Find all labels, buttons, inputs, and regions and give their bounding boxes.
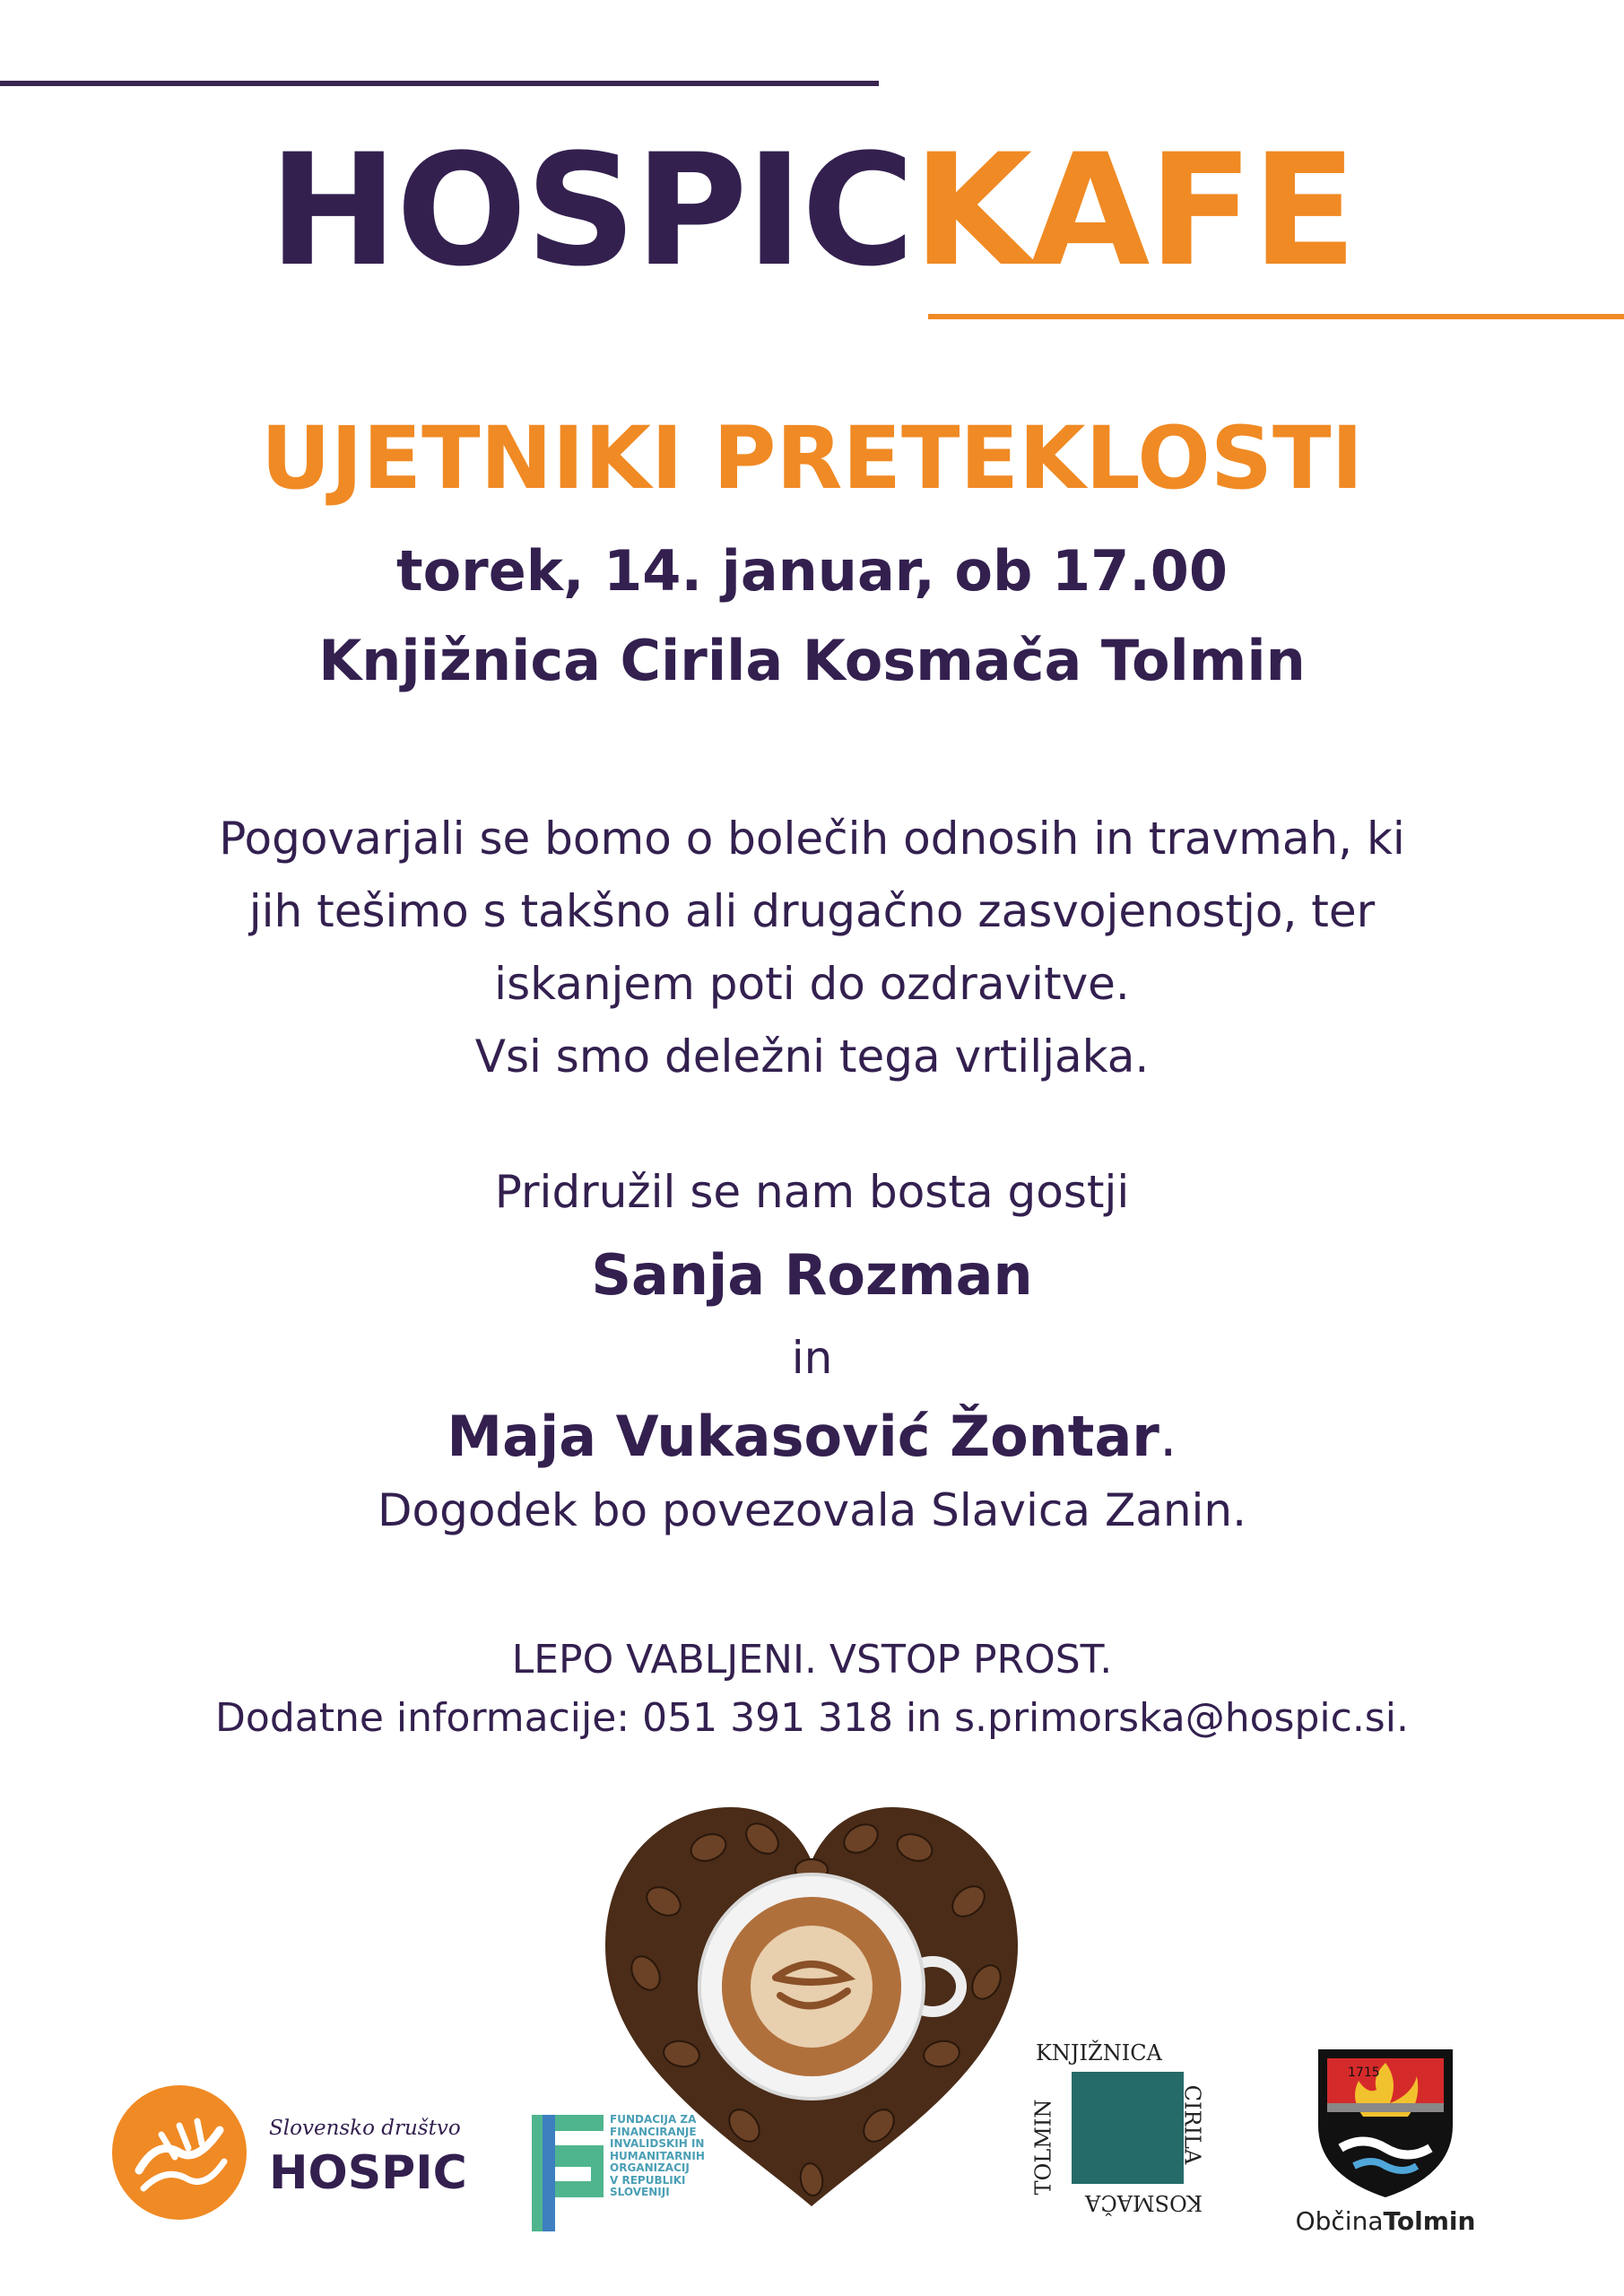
fund-line: INVALIDSKIH IN — [610, 2137, 705, 2150]
guests-conjunction: in — [791, 1332, 833, 1384]
title-kafe: KAFE — [912, 120, 1356, 300]
event-location: Knjižnica Cirila Kosmača Tolmin — [318, 628, 1306, 693]
fund-line: V REPUBLIKI — [610, 2173, 686, 2187]
event-description — [0, 803, 1624, 1093]
description-line: jih tešimo s takšno ali drugačno zasvojenostjo, ter — [248, 885, 1376, 937]
event-host: Dogodek bo povezovala Slavica Zanin. — [378, 1484, 1246, 1536]
fund-f-icon — [532, 2115, 604, 2231]
fund-line: SLOVENIJI — [610, 2186, 670, 2198]
contact-info: Dodatne informacije: 051 391 318 in s.primorska@hospic.si. — [215, 1695, 1409, 1741]
page-title — [0, 117, 1624, 305]
municipality-logo — [1287, 2040, 1484, 2247]
fund-line: FINANCIRANJE — [610, 2125, 697, 2138]
library-word-top: KNJIŽNICA — [1036, 2040, 1162, 2066]
description-line: Vsi smo deležni tega vrtiljaka. — [474, 1031, 1150, 1083]
top-divider-line — [0, 81, 879, 86]
hospic-hands-icon — [112, 2085, 247, 2220]
library-word-bottom: KOSMAČA — [1085, 2190, 1203, 2215]
tolmin-crest-icon — [1287, 2040, 1484, 2202]
fund-name — [610, 2114, 705, 2199]
guest-name-1: Sanja Rozman — [591, 1242, 1033, 1308]
guest-name-2-line — [0, 1404, 1624, 1469]
hospic-logo — [112, 2085, 489, 2238]
library-logo — [1030, 2036, 1220, 2215]
orange-divider-line — [928, 314, 1624, 319]
fund-line: HUMANITARNIH — [610, 2149, 705, 2162]
description-line: Pogovarjali se bomo o bolečih odnosih in travmah, ki — [219, 813, 1405, 865]
municipality-word-2: Tolmin — [1383, 2206, 1476, 2236]
hospic-name: HOSPIC — [269, 2146, 467, 2200]
library-square — [1072, 2072, 1184, 2184]
library-word-left: TOLMIN — [1030, 2099, 1056, 2196]
guest-name-2: Maja Vukasović Žontar — [447, 1404, 1159, 1469]
event-title: UJETNIKI PRETEKLOSTI — [260, 408, 1364, 509]
hospic-subtitle: Slovensko društvo — [269, 2117, 461, 2140]
library-word-right: CIRILA — [1179, 2084, 1205, 2165]
fund-line: ORGANIZACIJ — [610, 2161, 690, 2174]
description-line: iskanjem poti do ozdravitve. — [494, 958, 1130, 1010]
guests-intro: Pridružil se nam bosta gostji — [494, 1166, 1130, 1218]
title-hospic: HOSPIC — [268, 120, 913, 300]
fund-logo — [529, 2112, 708, 2238]
event-date: torek, 14. januar, ob 17.00 — [395, 538, 1229, 604]
welcome-note: LEPO VABLJENI. VSTOP PROST. — [511, 1637, 1113, 1683]
municipality-year: 1715 — [1348, 2066, 1380, 2080]
municipality-word-1: Občina — [1295, 2206, 1384, 2236]
fund-line: FUNDACIJA ZA — [610, 2113, 697, 2126]
municipality-name — [1287, 2206, 1484, 2236]
guest-name-2-punct: . — [1159, 1404, 1177, 1469]
